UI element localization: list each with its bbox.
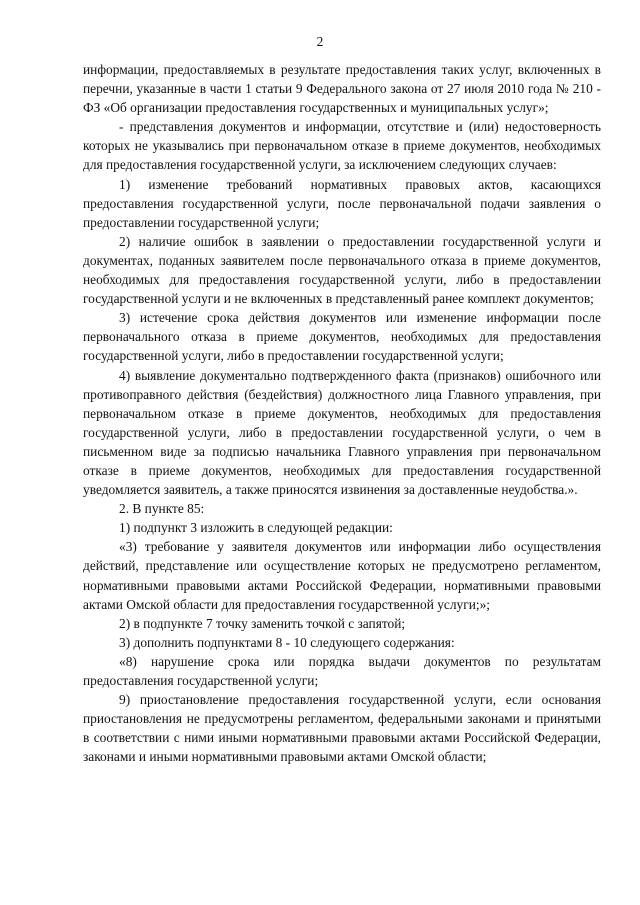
paragraph: информации, предоставляемых в результате предоставления таких услуг, включенных в перечни, указанные в части 1 статьи 9 Федерального закона от 27 июля 2010 года № 210 - ФЗ «Об организации предоставления государственных и муниципальных услуг»; [83,62,601,116]
paragraph: 9) приостановление предоставления государственной услуги, если основания приостановления не предусмотрены регламентом, федеральными законами и принятыми в соответствии с ними иными нормативными правовыми актами Российской Федерации, законами и иными нормативными правовыми актами Омской области; [83,692,601,765]
paragraph: 3) дополнить подпунктами 8 - 10 следующего содержания: [119,634,455,650]
paragraph: - представления документов и информации, отсутствие и (или) недостоверность которых не указывались при первоначальном отказе в приеме документов, необходимых для предоставления государственной услуги, за исключением следующих случаев: [83,119,601,173]
paragraph: 2. В пункте 85: [119,501,205,517]
paragraph: «3) требование у заявителя документов или информации либо осуществления действий, представление или осуществление которых не предусмотрено регламентом, нормативными правовыми актами Российской Федерации, нормативными правовыми актами Омской области для предоставления государственной услуги;»; [83,539,601,612]
paragraph: 1) изменение требований нормативных правовых актов, касающихся предоставления государственной услуги, после первоначальной подачи заявления о предоставлении государственной услуги; [83,176,601,230]
paragraph: «8) нарушение срока или порядка выдачи документов по результатам предоставления государственной услуги; [83,653,601,688]
paragraph: 2) наличие ошибок в заявлении о предоставлении государственной услуги и документах, поданных заявителем после первоначального отказа в приеме документов, необходимых для предоставления государственной услуги, либо в предоставлении государственной услуги и не включенных в представленный ранее комплект документов; [83,233,601,307]
page-number: 2 [316,34,324,49]
paragraph: 4) выявление документально подтвержденного факта (признаков) ошибочного или противоправного действия (бездействия) должностного лица Главного управления, при первоначальном отказе в приеме документов, необходимых для предоставления государственной услуги, либо в предоставлении государственной услуги, о чем в письменном виде за подписью начальника Главного управления при первоначальном отказе в приеме документов, необходимых для предоставления государственной уведомляется заявитель, а также приносятся извинения за доставленные неудобства.». [83,367,601,498]
document-body [83,60,601,766]
paragraph: 3) истечение срока действия документов или изменение информации после первоначального отказа в приеме документов, необходимых для предоставления государственной услуги, либо в предоставлении государственной услуги; [83,310,601,364]
paragraph: 1) подпункт 3 изложить в следующей редакции: [119,520,393,536]
paragraph: 2) в подпункте 7 точку заменить точкой с запятой; [119,615,406,631]
